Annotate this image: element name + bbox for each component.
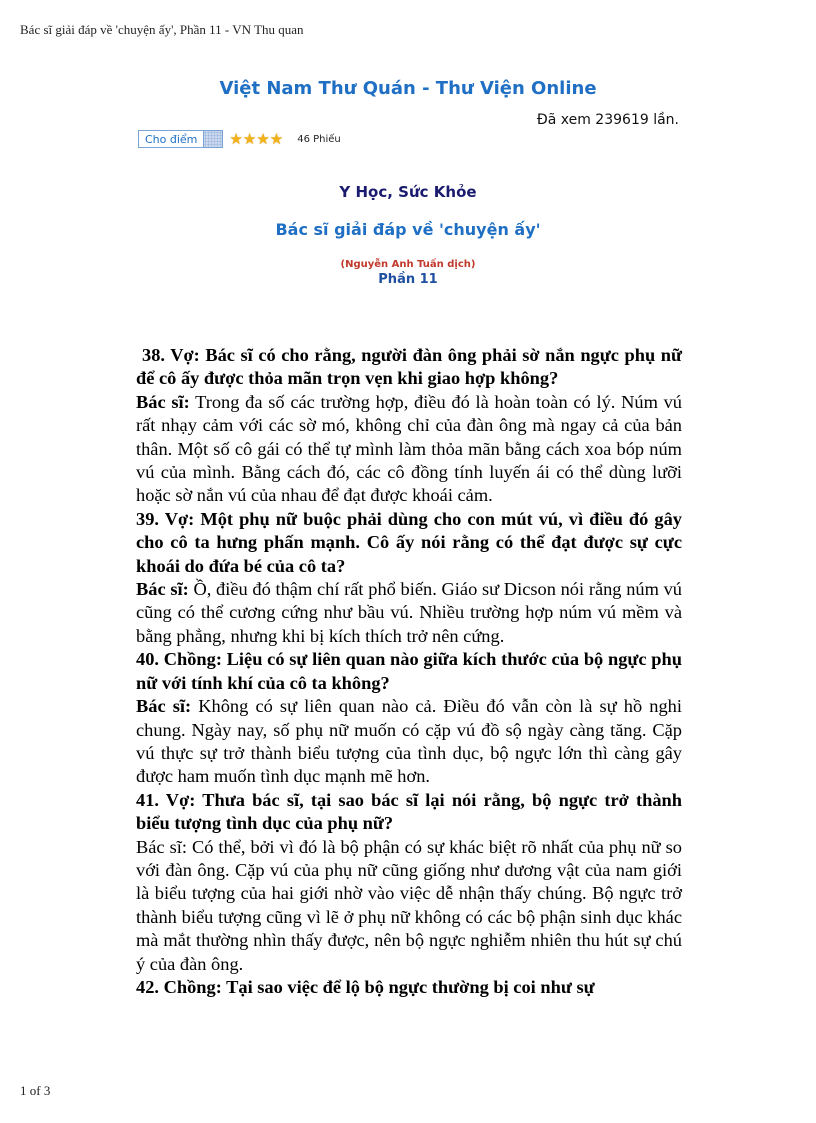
view-count: Đã xem 239619 lần. [536, 112, 679, 128]
question: 41. Vợ: Thưa bác sĩ, tại sao bác sĩ lại nói rằng, bộ ngực trở thành biểu tượng tình dục của phụ nữ? [136, 789, 682, 834]
qa-item [136, 789, 682, 836]
question: 38. Vợ: Bác sĩ có cho rằng, người đàn ông phải sờ nắn ngực phụ nữ để cô ấy được thỏa mãn trọn vẹn khi giao hợp không? [136, 345, 682, 389]
qa-answer [136, 836, 682, 976]
rating-select-label: Cho điểm [145, 132, 198, 146]
star-icon: ★ [242, 130, 257, 148]
category-heading: Y Học, Sức Khỏe [339, 183, 477, 201]
page-number: 1 of 3 [20, 1083, 51, 1098]
rating-widget [138, 130, 341, 148]
translator-credit: (Nguyễn Anh Tuấn dịch) [340, 259, 476, 270]
qa-answer [136, 391, 682, 508]
star-icon: ★ [256, 130, 270, 148]
star-icon: ★ [269, 130, 284, 148]
part-number: Phần 11 [378, 272, 438, 287]
answer-text: Bác sĩ: Có thể, bởi vì đó là bộ phận có sự khác biệt rõ nhất của phụ nữ so với đàn ông. Cặp vú của phụ nữ cũng giống như dương vật của nam giới là biểu tượng của hai giới nhờ vào việc dễ nhận thấy chúng. Bộ ngực trở thành biểu tượng cũng vì lẽ ở phụ nữ không có các bộ phận sinh dục khác mà mắt thường nhìn thấy được, nên bộ ngực nghiễm nhiên thu hút sự chú ý của đàn ông. [136, 836, 682, 974]
question: 42. Chồng: Tại sao việc để lộ bộ ngực thường bị coi như sự [136, 976, 595, 997]
qa-answer [136, 695, 682, 789]
qa-answer [136, 578, 682, 648]
qa-item [136, 344, 682, 391]
site-title[interactable]: Việt Nam Thư Quán - Thư Viện Online [219, 78, 597, 99]
question: 40. Chồng: Liệu có sự liên quan nào giữa kích thước của bộ ngực phụ nữ với tính khí của cô ta không? [136, 649, 682, 693]
qa-item [136, 648, 682, 695]
dropdown-arrow-icon[interactable] [203, 131, 222, 147]
qa-item [136, 508, 682, 578]
answer-text: Ồ, điều đó thậm chí rất phổ biến. Giáo sư Dicson nói rằng núm vú cũng có thể cương cứng như bầu vú. Nhiều trường hợp núm vú mềm và bằng phẳng, nhưng khi bị kích thích trở nên cứng. [136, 579, 682, 646]
answer-text: Không có sự liên quan nào cả. Điều đó vẫn còn là sự hồ nghi chung. Ngày nay, số phụ nữ muốn có cặp vú đồ sộ ngày càng tăng. Cặp vú thực sự trở thành biểu tượng của tình dục, bộ ngực lớn thì càng gây được ham muốn tình dục mạnh mẽ hơn. [136, 696, 682, 787]
answer-label: Bác sĩ: [136, 696, 192, 717]
question: 39. Vợ: Một phụ nữ buộc phải dùng cho con mút vú, vì điều đó gây cho cô ta hưng phấn mạnh. Cô ấy nói rằng có thể đạt được sự cực khoái do đứa bé của cô ta? [136, 508, 682, 576]
print-header: Bác sĩ giải đáp về 'chuyện ấy', Phần 11 - VN Thu quan [20, 22, 304, 37]
answer-label: Bác sĩ: [136, 579, 189, 600]
article-body [136, 344, 682, 999]
rating-stars [229, 131, 283, 147]
rating-select[interactable] [138, 130, 223, 148]
star-icon: ★ [229, 130, 243, 148]
answer-text: Trong đa số các trường hợp, điều đó là hoàn toàn có lý. Núm vú rất nhạy cảm với các sờ mó, không chỉ của đàn ông mà ngay cả của bản thân. Một số cô gái có thể tự mình làm thỏa mãn bằng cách xoa bóp núm vú của mình. Bằng cách đó, các cô đồng tính luyến ái có thể dùng lưỡi hoặc sờ nắn vú của nhau để đạt được khoái cảm. [136, 391, 682, 506]
article-title: Bác sĩ giải đáp về 'chuyện ấy' [275, 220, 541, 239]
answer-label: Bác sĩ: [136, 391, 190, 412]
qa-item [136, 976, 682, 999]
vote-count: 46 Phiếu [297, 133, 341, 145]
